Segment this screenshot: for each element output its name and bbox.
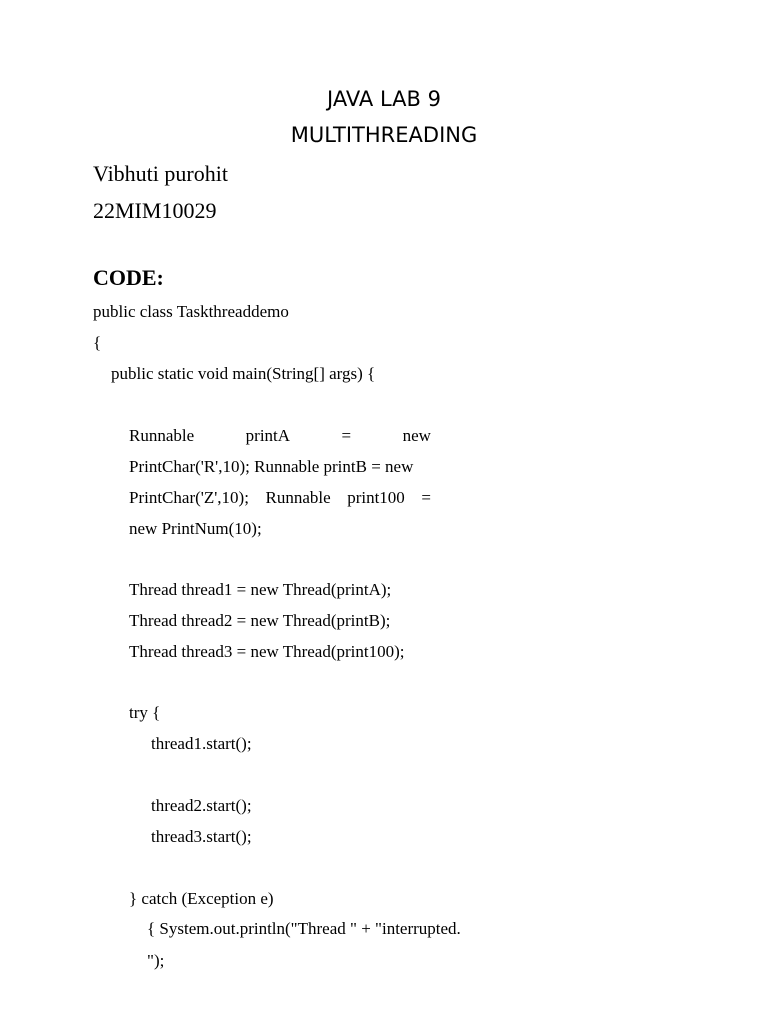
code-token: Runnable <box>265 488 331 507</box>
code-token: new <box>402 426 431 445</box>
code-token: = <box>341 426 352 445</box>
code-line-start2: thread2.start(); <box>151 796 252 815</box>
code-line-thread2: Thread thread2 = new Thread(printB); <box>129 611 391 630</box>
code-line-println-end: "); <box>147 951 165 970</box>
code-line-catch: } catch (Exception e) <box>129 889 274 908</box>
code-line-println: { System.out.println("Thread " + "interrupted. <box>147 919 461 938</box>
code-token: Runnable <box>129 426 195 445</box>
document-subtitle: MULTITHREADING <box>290 123 478 147</box>
code-line-class-decl: public class Taskthreaddemo <box>93 302 289 321</box>
code-line-start3: thread3.start(); <box>151 827 252 846</box>
code-line-try: try { <box>129 703 161 722</box>
code-line-main-decl: public static void main(String[] args) { <box>111 364 376 383</box>
code-token: printA <box>245 426 291 445</box>
code-token: = <box>421 488 431 507</box>
code-token: print100 <box>347 488 405 507</box>
code-line-runnable-2: PrintChar('R',10); Runnable printB = new <box>129 457 414 476</box>
code-line-thread1: Thread thread1 = new Thread(printA); <box>129 580 392 599</box>
code-heading: CODE: <box>93 265 164 290</box>
code-line-runnable-4: new PrintNum(10); <box>129 519 262 538</box>
code-line-start1: thread1.start(); <box>151 734 252 753</box>
code-line-runnable-1 <box>129 425 431 447</box>
document-title: JAVA LAB 9 <box>327 87 441 111</box>
code-line-runnable-3 <box>129 487 431 509</box>
code-line-thread3: Thread thread3 = new Thread(print100); <box>129 642 405 661</box>
code-token: PrintChar('Z',10); <box>129 488 249 507</box>
code-line-open-brace: { <box>93 333 102 352</box>
author-id: 22MIM10029 <box>93 198 217 223</box>
author-name: Vibhuti purohit <box>93 161 228 186</box>
